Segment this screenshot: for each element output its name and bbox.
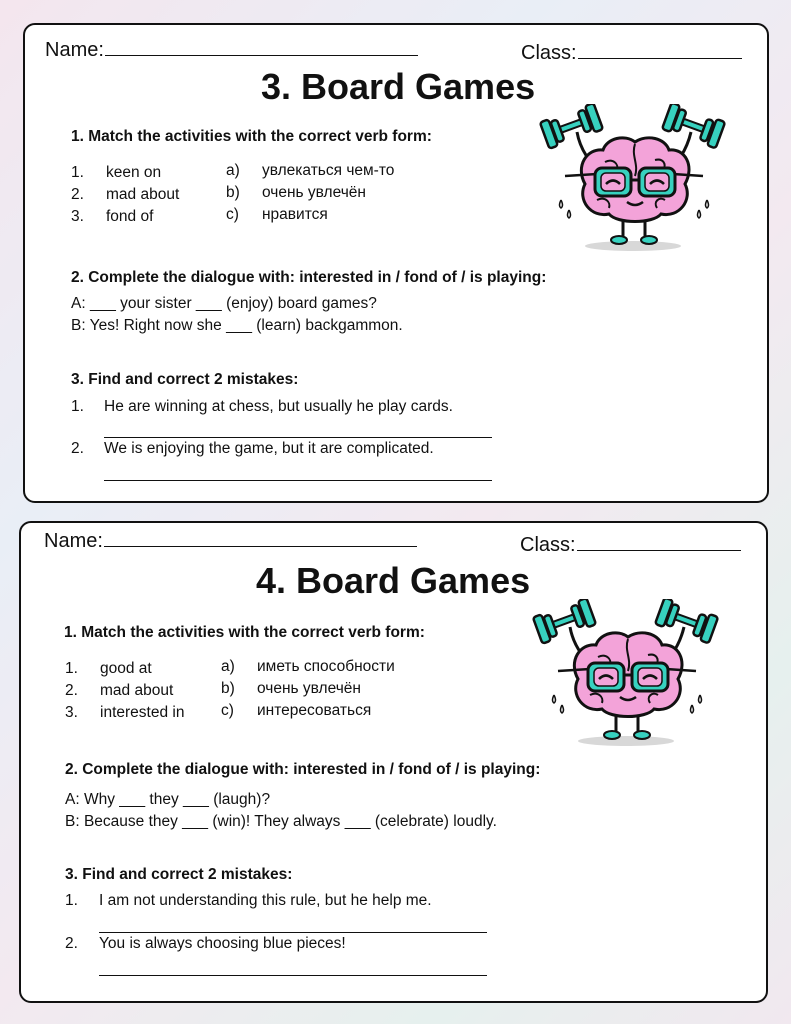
match-number: 1. [65, 660, 78, 677]
worksheet-title: 3. Board Games [261, 66, 536, 107]
match-letter: a) [221, 658, 235, 675]
mistake-sentence: I am not understanding this rule, but he help me. [99, 892, 432, 909]
match-letter: b) [221, 680, 235, 697]
mistake-number: 2. [71, 440, 84, 457]
question-2-prompt: 2. Complete the dialogue with: interested in / fond of / is playing: [71, 269, 547, 286]
question-1-prompt: 1. Match the activities with the correct verb form: [71, 128, 432, 145]
worksheet-card [19, 521, 768, 1003]
match-number: 2. [71, 186, 84, 203]
mistake-sentence: He are winning at chess, but usually he play cards. [104, 398, 453, 415]
match-term: interested in [100, 704, 185, 721]
match-term: mad about [106, 186, 180, 203]
match-term: fond of [106, 208, 154, 225]
dialogue-line: B: Yes! Right now she ___ (learn) backgammon. [71, 317, 403, 334]
match-option: очень увлечён [262, 184, 366, 201]
mistake-number: 2. [65, 935, 78, 952]
match-term: mad about [100, 682, 174, 699]
match-option: увлекаться чем-то [262, 162, 395, 179]
answer-line[interactable] [104, 480, 492, 481]
match-option: очень увлечён [257, 680, 361, 697]
match-option: иметь способности [257, 658, 395, 675]
question-1-prompt: 1. Match the activities with the correct verb form: [64, 624, 425, 641]
name-field [45, 37, 418, 62]
match-number: 3. [71, 208, 84, 225]
match-letter: c) [226, 206, 239, 223]
name-blank[interactable] [105, 37, 418, 56]
dialogue-line: A: Why ___ they ___ (laugh)? [65, 791, 271, 808]
worksheet-title: 4. Board Games [256, 560, 531, 601]
class-field [520, 532, 741, 557]
answer-line[interactable] [99, 975, 487, 976]
name-blank[interactable] [104, 528, 417, 547]
brain-lifting-dumbbells-icon [535, 104, 731, 254]
name-label: Name: [45, 39, 104, 61]
name-field [44, 528, 417, 553]
match-letter: a) [226, 162, 240, 179]
dialogue-line: B: Because they ___ (win)! They always ___ (celebrate) loudly. [65, 813, 497, 830]
class-label: Class: [520, 534, 576, 556]
name-label: Name: [44, 530, 103, 552]
question-3-prompt: 3. Find and correct 2 mistakes: [65, 866, 293, 883]
answer-line[interactable] [104, 437, 492, 438]
match-option: нравится [262, 206, 328, 223]
match-option: интересоваться [257, 702, 372, 719]
match-number: 3. [65, 704, 78, 721]
answer-line[interactable] [99, 932, 487, 933]
mistake-number: 1. [65, 892, 78, 909]
question-2-prompt: 2. Complete the dialogue with: interested in / fond of / is playing: [65, 761, 541, 778]
class-blank[interactable] [578, 40, 742, 59]
match-term: good at [100, 660, 152, 677]
brain-lifting-dumbbells-icon [528, 599, 724, 749]
match-letter: b) [226, 184, 240, 201]
class-label: Class: [521, 42, 577, 64]
match-number: 2. [65, 682, 78, 699]
class-blank[interactable] [577, 532, 741, 551]
mistake-sentence: You is always choosing blue pieces! [99, 935, 346, 952]
dialogue-line: A: ___ your sister ___ (enjoy) board games? [71, 295, 377, 312]
question-3-prompt: 3. Find and correct 2 mistakes: [71, 371, 299, 388]
mistake-number: 1. [71, 398, 84, 415]
worksheet-card [23, 23, 769, 503]
match-letter: c) [221, 702, 234, 719]
class-field [521, 40, 742, 65]
match-number: 1. [71, 164, 84, 181]
mistake-sentence: We is enjoying the game, but it are complicated. [104, 440, 434, 457]
match-term: keen on [106, 164, 162, 181]
